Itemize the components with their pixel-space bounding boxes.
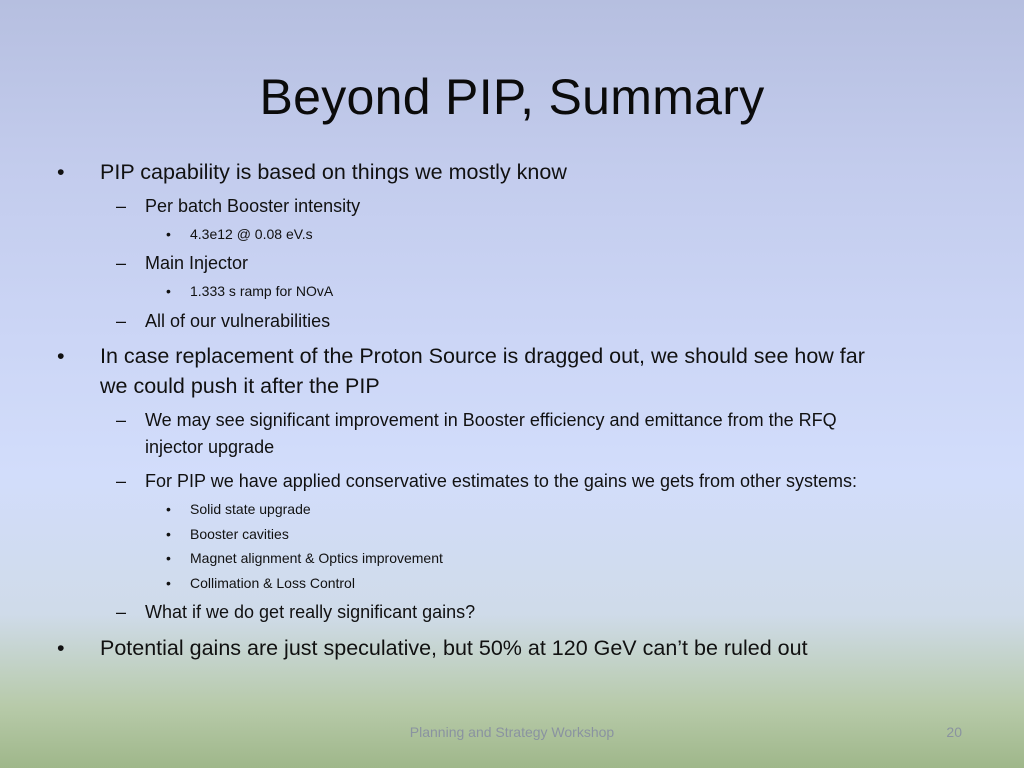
sub-bullet-marker: – — [116, 410, 127, 430]
sub-sub-bullet-marker: • — [166, 283, 171, 299]
sub-sub-bullet-marker: • — [166, 550, 171, 566]
sub-bullet-marker: – — [116, 253, 127, 273]
sub-sub-bullet-text: Booster cavities — [190, 526, 289, 542]
sub-bullet-marker: – — [116, 471, 127, 491]
sub-bullet-text: What if we do get really significant gains? — [145, 602, 476, 622]
sub-sub-bullet-marker: • — [166, 575, 171, 591]
sub-sub-bullet-text: Magnet alignment & Optics improvement — [190, 550, 443, 566]
slide-number: 20 — [946, 724, 962, 740]
sub-sub-bullet-text: 1.333 s ramp for NOvA — [190, 283, 334, 299]
sub-sub-bullet-marker: • — [166, 501, 171, 517]
sub-bullet-marker: – — [116, 196, 127, 216]
bullet-text: Potential gains are just speculative, but 50% at 120 GeV can’t be ruled out — [100, 636, 808, 660]
sub-bullet-text: Main Injector — [145, 253, 249, 273]
sub-bullet-marker: – — [116, 602, 127, 622]
sub-bullet-text: For PIP we have applied conservative estimates to the gains we gets from other systems: — [145, 471, 858, 491]
bullet-text: PIP capability is based on things we mostly know — [100, 160, 567, 184]
sub-sub-bullet-marker: • — [166, 526, 171, 542]
sub-sub-bullet-marker: • — [166, 226, 171, 242]
footer-text: Planning and Strategy Workshop — [409, 724, 615, 740]
sub-bullet-text: All of our vulnerabilities — [145, 311, 331, 331]
bullet-marker: • — [57, 636, 65, 660]
sub-sub-bullet-text: Collimation & Loss Control — [190, 575, 355, 591]
sub-bullet-text-continued: injector upgrade — [145, 437, 275, 457]
sub-bullet-text: We may see significant improvement in Booster efficiency and emittance from the RFQ — [145, 410, 837, 430]
slide-title: Beyond PIP, Summary — [259, 69, 765, 125]
bullet-marker: • — [57, 160, 65, 184]
bullet-marker: • — [57, 344, 65, 368]
sub-bullet-text: Per batch Booster intensity — [145, 196, 361, 216]
sub-sub-bullet-text: Solid state upgrade — [190, 501, 311, 517]
bullet-text: In case replacement of the Proton Source is dragged out, we should see how far — [100, 344, 865, 368]
sub-bullet-marker: – — [116, 311, 127, 331]
bullet-text-continued: we could push it after the PIP — [100, 374, 380, 398]
sub-sub-bullet-text: 4.3e12 @ 0.08 eV.s — [190, 226, 313, 242]
